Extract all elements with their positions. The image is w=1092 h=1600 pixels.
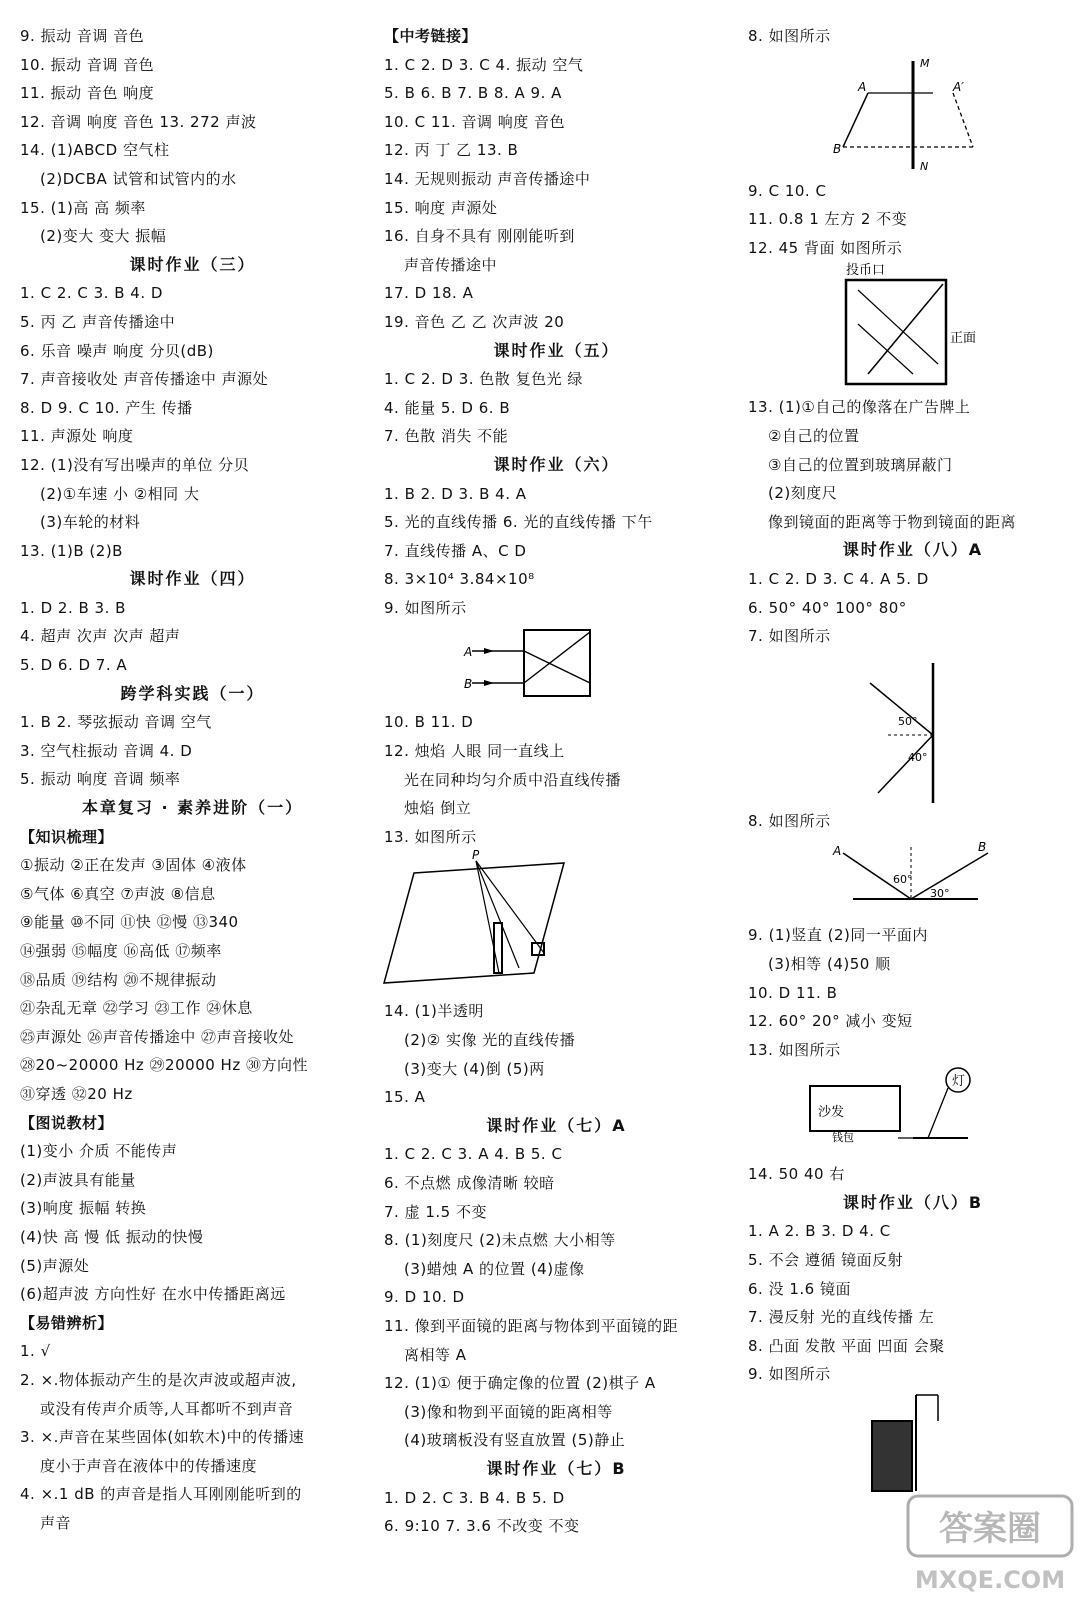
answer-line: 11. 0.8 1 左方 2 不变 <box>748 210 908 229</box>
answer-line: 9. (1)竖直 (2)同一平面内 <box>748 926 928 945</box>
answer-line: 6. 9:10 7. 3.6 不改变 不变 <box>384 1517 580 1536</box>
section-heading: 课时作业（三） <box>129 254 256 274</box>
answer-line: 12. 烛焰 人眼 同一直线上 <box>384 742 565 761</box>
answer-line: 6. 乐音 噪声 响度 分贝(dB) <box>20 341 214 360</box>
answer-line: 14. 无规则振动 声音传播途中 <box>384 169 591 188</box>
answer-line: 15. A <box>384 1088 426 1107</box>
answer-line: 6. 50° 40° 100° 80° <box>748 598 907 617</box>
answer-line: 12. 丙 丁 乙 13. B <box>384 141 519 160</box>
answer-block-2c <box>384 997 729 1540</box>
section-heading: 课时作业（五） <box>493 340 620 360</box>
label-coin-slot: 投币口 <box>846 263 886 279</box>
answer-line: 9. D 10. D <box>384 1288 465 1307</box>
answer-block-2a <box>384 22 729 622</box>
watermark-logo <box>900 1488 1080 1598</box>
answer-line: (3)车轮的材料 <box>40 513 141 532</box>
answer-line: (3)变大 (4)倒 (5)两 <box>404 1059 545 1078</box>
answer-line: 9. 如图所示 <box>748 1365 831 1384</box>
answer-line: 12. (1)① 便于确定像的位置 (2)棋子 A <box>384 1374 656 1393</box>
answer-block-3a <box>748 22 1078 51</box>
answer-block-3d <box>748 807 1078 836</box>
figure-coin-box-12 <box>748 264 978 389</box>
answer-line: 8. 如图所示 <box>748 811 831 830</box>
figure-mirror-9 <box>748 1391 978 1491</box>
answer-line: 14. (1)半透明 <box>384 1002 484 1021</box>
answer-line: 12. 音调 响度 音色 13. 272 声波 <box>20 112 257 131</box>
answer-line: 8. D 9. C 10. 产生 传播 <box>20 398 193 417</box>
answer-line: 像到镜面的距离等于物到镜面的距离 <box>768 512 1017 531</box>
answer-line: (2)声波具有能量 <box>20 1170 136 1189</box>
answer-line: (4)玻璃板没有竖直放置 (5)静止 <box>404 1431 626 1450</box>
answer-line: 【易错辨析】 <box>20 1313 114 1332</box>
section-heading: 课时作业（七）B <box>486 1458 627 1478</box>
answer-line: 【中考链接】 <box>384 27 478 45</box>
answer-line: ㉘20~20000 Hz ㉙20000 Hz ㉚方向性 <box>20 1056 308 1075</box>
label-B: B <box>833 141 842 156</box>
answer-line: ㉑杂乱无章 ㉒学习 ㉓工作 ㉔休息 <box>20 999 253 1018</box>
figure-mirror-8 <box>748 53 978 173</box>
answer-line: ③自己的位置到玻璃屏蔽门 <box>768 455 953 474</box>
label-N: N <box>920 159 929 173</box>
answer-line: 8. 如图所示 <box>748 27 831 45</box>
answer-line: ㉛穿透 ㉜20 Hz <box>20 1084 133 1103</box>
answer-line: 8. 3×10⁴ 3.84×10⁸ <box>384 570 535 589</box>
label-B: B <box>978 840 987 855</box>
section-heading: 课时作业（七）A <box>486 1115 627 1135</box>
angle-label-60: 60° <box>893 873 913 887</box>
answer-line: 声音 <box>40 1513 72 1532</box>
answer-line: ⑤气体 ⑥真空 ⑦声波 ⑧信息 <box>20 884 216 903</box>
figure-pinhole-9 <box>384 624 584 704</box>
answer-line: 1. D 2. B 3. B <box>20 598 126 617</box>
answer-line: ⑨能量 ⑩不同 ⑪快 ⑫慢 ⑬340 <box>20 913 239 932</box>
answer-line: 9. 振动 音调 音色 <box>20 27 145 45</box>
answer-line: (3)相等 (4)50 顺 <box>768 954 891 973</box>
answer-line: 5. B 6. B 7. B 8. A 9. A <box>384 84 562 103</box>
label-A: A <box>464 645 473 660</box>
answer-block-3b <box>748 177 1078 263</box>
answer-line: 1. C 2. D 3. C 4. 振动 空气 <box>384 55 584 74</box>
answer-line: 【图说教材】 <box>20 1113 114 1132</box>
answer-line: 1. A 2. B 3. D 4. C <box>748 1222 891 1241</box>
answer-line: ⑭强弱 ⑮幅度 ⑯高低 ⑰频率 <box>20 942 222 960</box>
answer-line: (4)快 高 慢 低 振动的快慢 <box>20 1227 204 1246</box>
angle-label-30: 30° <box>930 887 950 901</box>
answer-line: 3. 空气柱振动 音调 4. D <box>20 741 193 760</box>
answer-line: 1. √ <box>20 1342 51 1361</box>
label-sofa: 沙发 <box>818 1105 845 1121</box>
answer-line: 7. 色散 消失 不能 <box>384 427 509 446</box>
figure-lamp-13 <box>748 1066 978 1156</box>
answer-block-3f <box>748 1160 1078 1389</box>
answer-line: 6. 不点燃 成像清晰 较暗 <box>384 1174 555 1192</box>
label-P: P <box>472 848 480 863</box>
answer-line: 11. 声源处 响度 <box>20 427 134 446</box>
answer-line: ㉕声源处 ㉖声音传播途中 ㉗声音接收处 <box>20 1027 295 1046</box>
figure-shadow-13 <box>384 848 584 993</box>
section-heading: 本章复习 · 素养进阶（一） <box>81 798 304 818</box>
answer-line: (1)变小 介质 不能传声 <box>20 1142 178 1161</box>
answer-line: 5. D 6. D 7. A <box>20 656 128 675</box>
answer-line: 10. 振动 音调 音色 <box>20 55 155 74</box>
section-heading: 跨学科实践（一） <box>120 683 265 703</box>
answer-line: 13. (1)①自己的像落在广告牌上 <box>748 398 971 417</box>
answer-line: 12. 45 背面 如图所示 <box>748 238 903 257</box>
answer-line: 17. D 18. A <box>384 284 474 303</box>
answer-line: 12. 60° 20° 减小 变短 <box>748 1012 913 1031</box>
answer-line: 1. C 2. D 3. C 4. A 5. D <box>748 569 929 588</box>
column-2 <box>384 22 729 1541</box>
answer-line: 5. 光的直线传播 6. 光的直线传播 下午 <box>384 513 653 532</box>
answer-line: 15. 响度 声源处 <box>384 198 498 217</box>
answer-line: 1. C 2. C 3. A 4. B 5. C <box>384 1145 563 1164</box>
label-front: 正面 <box>950 331 977 347</box>
answer-block-1 <box>20 22 365 1537</box>
answer-line: 烛焰 倒立 <box>404 799 472 818</box>
answer-line: 4. ×.1 dB 的声音是指人耳刚刚能听到的 <box>20 1485 302 1504</box>
answer-line: 1. B 2. 琴弦振动 音调 空气 <box>20 713 212 732</box>
answer-line: 7. 声音接收处 声音传播途中 声源处 <box>20 370 269 389</box>
section-heading: 课时作业（八）A <box>842 540 984 560</box>
answer-line: 10. D 11. B <box>748 983 838 1002</box>
answer-line: (2)①车速 小 ②相同 大 <box>40 484 200 503</box>
answer-line: (2)② 实像 光的直线传播 <box>404 1031 576 1050</box>
answer-line: 1. C 2. C 3. B 4. D <box>20 284 163 303</box>
answer-line: 14. 50 40 右 <box>748 1165 845 1184</box>
answer-line: 1. C 2. D 3. 色散 复色光 绿 <box>384 370 583 389</box>
watermark-url: MXQE.COM <box>914 1566 1066 1594</box>
answer-line: 14. (1)ABCD 空气柱 <box>20 141 170 160</box>
answer-line: 度小于声音在液体中的传播速度 <box>40 1456 258 1475</box>
answer-line: 4. 超声 次声 次声 超声 <box>20 627 181 646</box>
answer-line: 声音传播途中 <box>404 255 498 274</box>
answer-line: 11. 像到平面镜的距离与物体到平面镜的距 <box>384 1316 679 1335</box>
section-heading: 课时作业（四） <box>129 569 256 589</box>
answer-line: (2)DCBA 试管和试管内的水 <box>40 169 237 188</box>
answer-line: 8. 凸面 发散 平面 凹面 会聚 <box>748 1336 945 1355</box>
answer-line: 8. (1)刻度尺 (2)未点燃 大小相等 <box>384 1231 616 1250</box>
answer-line: 1. B 2. D 3. B 4. A <box>384 484 527 503</box>
label-B: B <box>464 677 473 692</box>
column-3 <box>748 22 1078 1495</box>
label-A-prime: A′ <box>953 79 964 94</box>
answer-line: (3)蜡烛 A 的位置 (4)虚像 <box>404 1259 585 1278</box>
answer-line: 16. 自身不具有 刚刚能听到 <box>384 227 575 246</box>
figure-reflection-8 <box>748 837 987 917</box>
answer-line: 【知识梳理】 <box>20 827 114 846</box>
answer-line: 5. 丙 乙 声音传播途中 <box>20 312 176 331</box>
answer-block-2b <box>384 708 729 851</box>
answer-line: (3)像和物到平面镜的距离相等 <box>404 1402 613 1421</box>
answer-line: 7. 虚 1.5 不变 <box>384 1202 487 1221</box>
answer-line: 15. (1)高 高 频率 <box>20 198 146 217</box>
label-M: M <box>920 56 930 70</box>
angle-label-40: 40° <box>908 750 928 764</box>
answer-line: 4. 能量 5. D 6. B <box>384 398 511 417</box>
answer-line: ①振动 ②正在发声 ③固体 ④液体 <box>20 856 247 875</box>
answer-line: 7. 如图所示 <box>748 627 831 646</box>
section-heading: 课时作业（八）B <box>842 1192 984 1212</box>
answer-line: 9. 如图所示 <box>384 598 467 617</box>
answer-line: 10. C 11. 音调 响度 音色 <box>384 112 566 131</box>
answer-line: 1. D 2. C 3. B 4. B 5. D <box>384 1488 565 1507</box>
answer-line: 10. B 11. D <box>384 713 474 732</box>
label-A: A <box>858 79 867 94</box>
answer-line: ②自己的位置 <box>768 426 860 445</box>
answer-line: 7. 直线传播 A、C D <box>384 541 527 560</box>
answer-line: 13. (1)B (2)B <box>20 541 123 560</box>
answer-line: 7. 漫反射 光的直线传播 左 <box>748 1308 935 1327</box>
answer-line: (6)超声波 方向性好 在水中传播距离远 <box>20 1285 286 1304</box>
answer-block-3e <box>748 921 1078 1064</box>
answer-line: 5. 不会 遵循 镜面反射 <box>748 1251 904 1270</box>
answer-line: 12. (1)没有写出噪声的单位 分贝 <box>20 455 250 474</box>
answer-line: 13. 如图所示 <box>384 827 477 846</box>
label-A: A <box>833 844 842 859</box>
answer-block-3c <box>748 393 1078 650</box>
answer-line: 或没有传声介质等,人耳都听不到声音 <box>40 1399 294 1418</box>
answer-line: 11. 振动 音色 响度 <box>20 84 155 103</box>
answer-line: 2. ×.物体振动产生的是次声波或超声波, <box>20 1370 297 1389</box>
answer-line: (2)变大 变大 振幅 <box>40 227 167 246</box>
answer-line: 19. 音色 乙 乙 次声波 20 <box>384 312 565 331</box>
figure-reflection-7 <box>748 653 978 803</box>
answer-line: 9. C 10. C <box>748 181 827 200</box>
answer-line: ⑱品质 ⑲结构 ⑳不规律振动 <box>20 970 217 989</box>
column-1 <box>20 22 365 1537</box>
angle-label-50: 50° <box>898 714 918 728</box>
answer-line: 6. 没 1.6 镜面 <box>748 1279 851 1298</box>
answer-line: (3)响度 振幅 转换 <box>20 1199 147 1218</box>
answer-line: 离相等 A <box>404 1345 467 1364</box>
answer-line: 13. 如图所示 <box>748 1040 841 1059</box>
label-wallet: 钱包 <box>832 1131 854 1145</box>
answer-line: 光在同种均匀介质中沿直线传播 <box>404 770 622 789</box>
section-heading: 课时作业（六） <box>493 454 620 474</box>
answer-line: 5. 振动 响度 音调 频率 <box>20 770 181 789</box>
answer-line: (5)声源处 <box>20 1256 90 1275</box>
answer-line: (2)刻度尺 <box>768 484 838 503</box>
watermark-text: 答案圈 <box>939 1509 1041 1549</box>
label-lamp: 灯 <box>952 1074 966 1090</box>
answer-line: 3. ×.声音在某些固体(如软木)中的传播速 <box>20 1428 305 1447</box>
